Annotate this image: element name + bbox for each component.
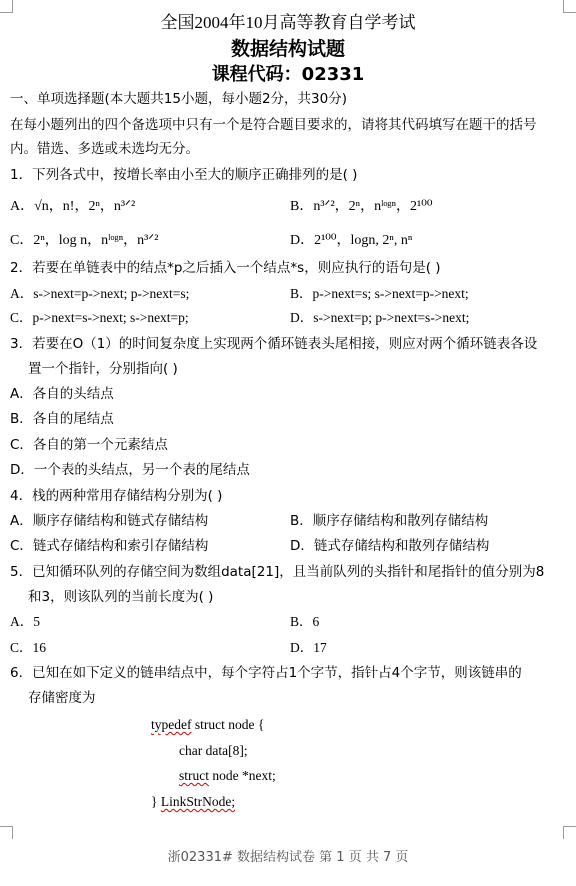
code-next-decl: node *next; — [209, 768, 276, 783]
q5-option-a: A．5 — [10, 614, 40, 629]
code-typename: LinkStrNode; — [160, 794, 236, 809]
code-close-brace: } — [151, 794, 161, 809]
section-heading: 一、单项选择题(本大题共15小题，每小题2分，共30分) — [10, 91, 347, 107]
q6-stem-line-1: 6．已知在如下定义的链串结点中，每个字符占1个字节，指针占4个字节，则该链串的 — [10, 665, 522, 681]
q1-option-c: C．2ⁿ，log n，nˡᵒᵍⁿ，n³ᐟ² — [10, 233, 159, 248]
q3-option-c: C．各自的第一个元素结点 — [10, 437, 168, 453]
q5-option-c: C．16 — [10, 640, 47, 655]
exam-title: 全国2004年10月高等教育自学考试 — [160, 13, 416, 32]
q1-option-d: D．2¹⁰⁰，logn, 2ⁿ, nⁿ — [290, 233, 413, 248]
subject-title: 数据结构试题 — [230, 38, 345, 60]
code-keyword-struct: struct — [179, 768, 209, 783]
q2-option-d: D．s->next=p; p->next=s->next; — [290, 310, 470, 325]
q4-option-b: B．顺序存储结构和散列存储结构 — [290, 513, 489, 529]
code-line-next — [179, 767, 276, 785]
page-footer: 浙02331# 数据结构试卷 第 1 页 共 7 页 — [167, 850, 409, 865]
q3-option-a: A．各自的头结点 — [10, 386, 114, 402]
code-keyword-typedef: typedef — [151, 717, 192, 732]
q2-option-c: C．p->next=s->next; s->next=p; — [10, 310, 189, 325]
q5-stem-line-2: 和3，则该队列的当前长度为( ) — [28, 589, 214, 605]
code-line-typedef — [151, 716, 264, 734]
course-code: 课程代码：02331 — [211, 64, 365, 85]
q1-option-a: A．√n，n!，2ⁿ，n³ᐟ² — [10, 199, 136, 214]
q4-stem: 4．栈的两种常用存储结构分别为( ) — [10, 488, 223, 504]
q3-stem-line-2: 置一个指针，分别指向( ) — [28, 361, 178, 377]
q4-option-a: A．顺序存储结构和链式存储结构 — [10, 513, 209, 529]
q5-option-d: D．17 — [290, 640, 327, 655]
code-struct-node: struct node { — [194, 717, 265, 732]
instruction-line-2: 内。错选、多选或未选均无分。 — [10, 141, 199, 157]
instruction-line-1: 在每小题列出的四个备选项中只有一个是符合题目要求的，请将其代码填写在题干的括号 — [10, 117, 537, 133]
q4-option-c: C．链式存储结构和索引存储结构 — [10, 538, 209, 554]
crop-mark-bottom-right — [563, 826, 576, 839]
crop-mark-bottom-left — [0, 826, 13, 839]
q5-option-b: B．6 — [290, 614, 320, 629]
q5-stem-line-1: 5．已知循环队列的存储空间为数组data[21]，且当前队列的头指针和尾指针的值分别为8 — [10, 564, 545, 580]
q2-option-a: A．s->next=p->next; p->next=s; — [10, 286, 190, 301]
q2-stem: 2．若要在单链表中的结点*p之后插入一个结点*s，则应执行的语句是( ) — [10, 260, 441, 276]
q3-option-d: D．一个表的头结点，另一个表的尾结点 — [10, 462, 250, 478]
q4-option-d: D．链式存储结构和散列存储结构 — [290, 538, 490, 554]
q3-option-b: B．各自的尾结点 — [10, 411, 114, 427]
q2-option-b: B．p->next=s; s->next=p->next; — [290, 286, 469, 301]
q1-option-b: B．n³ᐟ²，2ⁿ，nˡᵒᵍⁿ，2¹⁰⁰ — [290, 199, 433, 214]
q1-stem: 1．下列各式中，按增长率由小至大的顺序正确排列的是( ) — [10, 167, 358, 183]
q3-stem-line-1: 3．若要在O（1）的时间复杂度上实现两个循环链表头尾相接，则应对两个循环链表各设 — [10, 336, 538, 352]
code-line-close — [151, 793, 235, 811]
q6-stem-line-2: 存储密度为 — [28, 690, 96, 706]
code-line-data: char data[8]; — [179, 743, 248, 758]
